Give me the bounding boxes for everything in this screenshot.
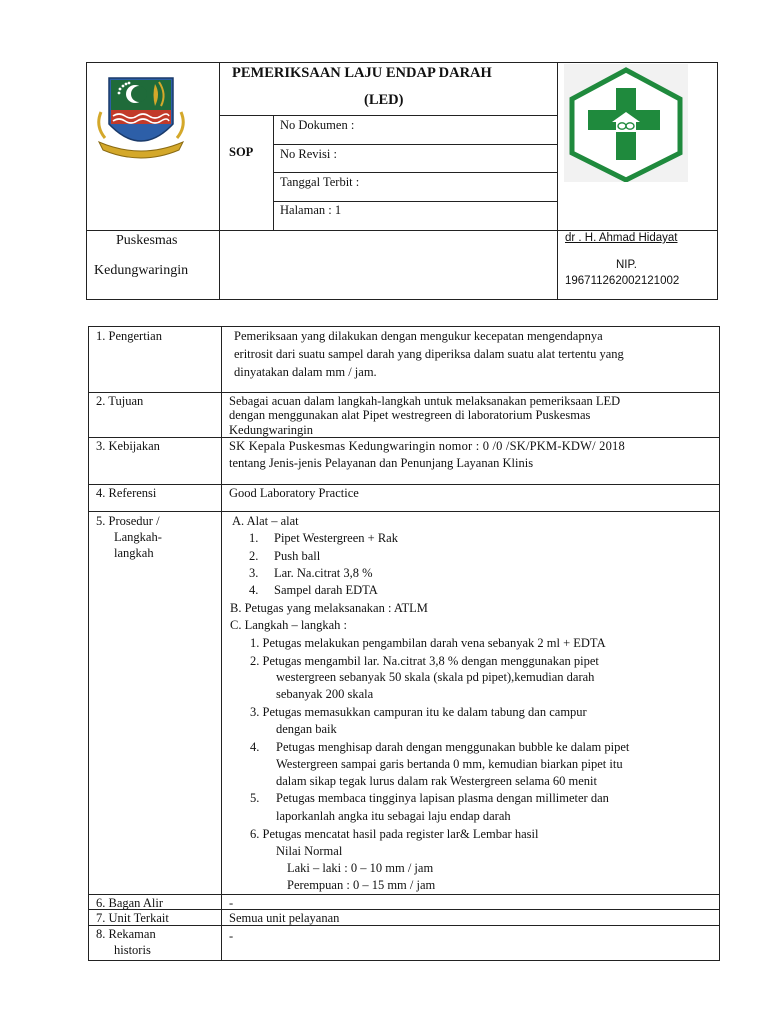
- document-title-line1: PEMERIKSAAN LAJU ENDAP DARAH: [232, 65, 492, 81]
- alat-item: 4. Sampel darah EDTA: [249, 583, 378, 597]
- tanggal-terbit-field: Tanggal Terbit :: [280, 175, 360, 189]
- langkah-step-4b: Westergreen sampai garis bertanda 0 mm, kemudian biarkan pipet itu: [276, 757, 623, 771]
- halaman-field: Halaman : 1: [280, 203, 342, 217]
- no-revisi-field: No Revisi :: [280, 147, 337, 161]
- prosedur-label-1: 5. Prosedur /: [96, 514, 160, 528]
- nilai-normal-male: Laki – laki : 0 – 10 mm / jam: [287, 861, 434, 875]
- langkah-step-1: 1. Petugas melakukan pengambilan darah vena sebanyak 2 ml + EDTA: [250, 636, 606, 650]
- kebijakan-label: 3. Kebijakan: [96, 439, 160, 453]
- document-title-line2: (LED): [364, 92, 404, 108]
- nilai-normal-title: Nilai Normal: [276, 844, 343, 858]
- alat-title: A. Alat – alat: [232, 514, 299, 528]
- nip-value: 196711262002121002: [565, 275, 680, 287]
- langkah-step-3b: dengan baik: [276, 722, 337, 736]
- langkah-step-2c: sebanyak 200 skala: [276, 687, 374, 701]
- pengertian-text-2: eritrosit dari suatu sampel darah yang diperiksa dalam suatu alat tertentu yang: [234, 347, 624, 361]
- unit-terkait-label: 7. Unit Terkait: [96, 911, 169, 925]
- rekaman-label-2: historis: [114, 943, 151, 957]
- langkah-step-5-number: 5.: [250, 791, 260, 805]
- puskesmas-cross-icon: [564, 64, 688, 182]
- langkah-step-2b: westergreen sebanyak 50 skala (skala pd pipet),kemudian darah: [276, 670, 595, 684]
- bagan-alir-text: -: [229, 896, 234, 910]
- alat-item: 3. Lar. Na.citrat 3,8 %: [249, 566, 373, 580]
- alat-item: 1. Pipet Westergreen + Rak: [249, 531, 398, 545]
- alat-item: 2. Push ball: [249, 549, 321, 563]
- referensi-text: Good Laboratory Practice: [229, 486, 359, 500]
- pengertian-text-1: Pemeriksaan yang dilakukan dengan mengukur kecepatan mengendapnya: [234, 329, 603, 343]
- langkah-step-3a: 3. Petugas memasukkan campuran itu ke dalam tabung dan campur: [250, 705, 587, 719]
- tujuan-text-1: Sebagai acuan dalam langkah-langkah untuk melaksanakan pemeriksaan LED: [229, 394, 621, 408]
- langkah-step-2a: 2. Petugas mengambil lar. Na.citrat 3,8 % dengan menggunakan pipet: [250, 654, 599, 668]
- org-name-line1: Puskesmas: [116, 233, 178, 248]
- rekaman-label-1: 8. Rekaman: [96, 927, 156, 941]
- pengertian-label: 1. Pengertian: [96, 329, 162, 343]
- rekaman-text: -: [229, 929, 234, 943]
- langkah-step-4-number: 4.: [250, 740, 260, 754]
- langkah-step-6: 6. Petugas mencatat hasil pada register lar& Lembar hasil: [250, 827, 539, 841]
- tujuan-text-2: dengan menggunakan alat Pipet westregreen di laboratorium Puskesmas: [229, 408, 591, 422]
- regency-crest-icon: [95, 72, 187, 164]
- langkah-step-5b: laporkanlah angka itu sebagai laju endap darah: [276, 809, 511, 823]
- org-name-line2: Kedungwaringin: [94, 263, 189, 278]
- petugas-title: B. Petugas yang melaksanakan : ATLM: [230, 601, 428, 615]
- langkah-step-4a: Petugas menghisap darah dengan menggunakan bubble ke dalam pipet: [276, 740, 630, 754]
- langkah-title: C. Langkah – langkah :: [230, 618, 347, 632]
- tujuan-text-3: Kedungwaringin: [229, 423, 314, 437]
- nilai-normal-female: Perempuan : 0 – 15 mm / jam: [287, 878, 436, 892]
- no-dokumen-field: No Dokumen :: [280, 118, 355, 132]
- kebijakan-text-2: tentang Jenis-jenis Pelayanan dan Penunjang Layanan Klinis: [229, 456, 534, 470]
- prosedur-label-3: langkah: [114, 546, 154, 560]
- kebijakan-text-1: SK Kepala Puskesmas Kedungwaringin nomor : 0 /0 /SK/PKM-KDW/ 2018: [229, 439, 625, 453]
- referensi-label: 4. Referensi: [96, 486, 157, 500]
- tujuan-label: 2. Tujuan: [96, 394, 144, 408]
- nip-label: NIP.: [616, 259, 637, 271]
- langkah-step-4c: dalam sikap tegak lurus dalam rak Westergreen selama 60 menit: [276, 774, 597, 788]
- langkah-step-5a: Petugas membaca tingginya lapisan plasma dengan millimeter dan: [276, 791, 609, 805]
- bagan-alir-label: 6. Bagan Alir: [96, 896, 164, 910]
- sop-label: SOP: [229, 145, 254, 159]
- prosedur-label-2: Langkah-: [114, 530, 162, 544]
- signatory-name: dr . H. Ahmad Hidayat: [565, 232, 678, 244]
- pengertian-text-3: dinyatakan dalam mm / jam.: [234, 365, 377, 379]
- unit-terkait-text: Semua unit pelayanan: [229, 911, 340, 925]
